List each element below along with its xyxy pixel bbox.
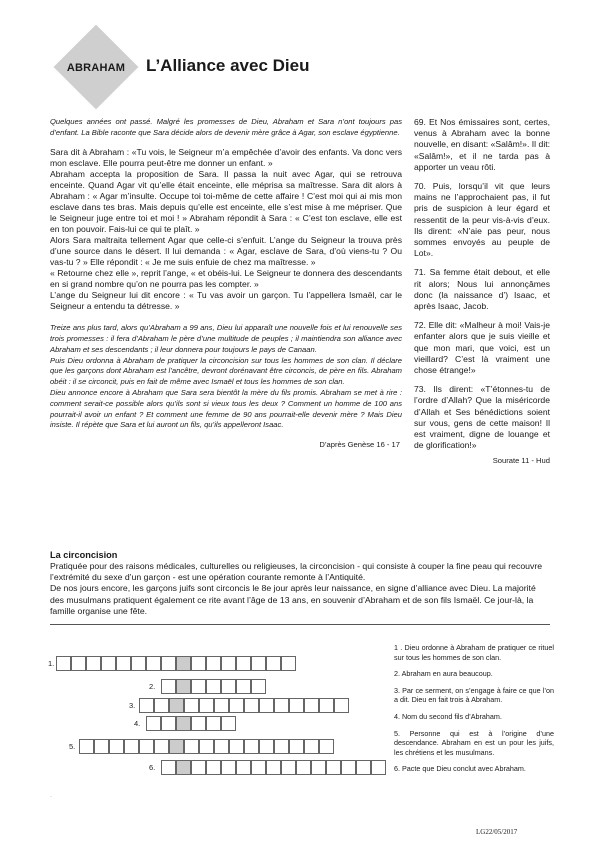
crossword-number: 1. bbox=[48, 659, 55, 668]
intro-text: Quelques années ont passé. Malgré les promesses de Dieu, Abraham et Sara n’ont toujours pas d’enfant. La Bible raconte que Sara décide alors de devenir mère grâce à Agar, son esclave égyptienne. bbox=[50, 117, 402, 137]
crossword-cell[interactable] bbox=[191, 716, 206, 731]
crossword-cell[interactable] bbox=[94, 739, 109, 754]
crossword-cell[interactable] bbox=[176, 656, 191, 671]
crossword-cell[interactable] bbox=[304, 739, 319, 754]
crossword-cell[interactable] bbox=[199, 698, 214, 713]
crossword-cell[interactable] bbox=[191, 679, 206, 694]
crossword-cell[interactable] bbox=[161, 760, 176, 775]
crossword-cell[interactable] bbox=[124, 739, 139, 754]
page-title: L’Alliance avec Dieu bbox=[146, 56, 310, 75]
crossword-cell[interactable] bbox=[184, 698, 199, 713]
crossword-cell[interactable] bbox=[319, 739, 334, 754]
circoncision-section bbox=[50, 550, 550, 617]
circoncision-paragraph: Pratiquée pour des raisons médicales, culturelles ou religieuses, la circoncision - qui consiste à couper la fine peau qui recouvre l’extrémité du sexe d’un garçon - est une opération courante remonte à l’Antiquité. bbox=[50, 561, 543, 583]
crossword-cell[interactable] bbox=[304, 698, 319, 713]
crossword-cell[interactable] bbox=[169, 698, 184, 713]
crossword-cell[interactable] bbox=[191, 656, 206, 671]
clue: 4. Nom du second fils d’Abraham. bbox=[394, 711, 502, 721]
crossword-number: 3. bbox=[129, 701, 136, 710]
story-paragraph: Abraham accepta la proposition de Sara. Il passa la nuit avec Agar, qui se retrouva enceinte. Quand Agar vit qu’elle était enceinte, elle méprisa sa maîtresse. Sara dit alors à Abraham : « Agar m’insulte. Occupe toi toi-même de cette affaire ! C’est moi qui ai mis mon esclave dans tes bras. Mais depuis qu’elle est enceinte, elle s’est mise à me mépriser. Que le Seigneur juge entre toi et moi ! » Abraham répondit à Sara : « C’est ton esclave, elle est en ton pouvoir. Fais-lui ce qui te plaît. » bbox=[50, 169, 402, 235]
crossword-cell[interactable] bbox=[319, 698, 334, 713]
crossword-cell[interactable] bbox=[244, 739, 259, 754]
verse: 69. Et Nos émissaires sont, certes, venus à Abraham avec la bonne nouvelle, en disant: «Salâm!». Il dit: «Salâm!», et il ne tarda pas à apporter un veau rôti. bbox=[414, 117, 550, 172]
crossword-cell[interactable] bbox=[266, 656, 281, 671]
story-paragraph: Alors Sara maltraita tellement Agar que celle-ci s’enfuit. L’ange du Seigneur la trouva près d’une source dans le désert. Il lui demanda : « Agar, esclave de Sara, d’où viens-tu ? Ou vas-tu ? » Elle répondit : « Je me suis enfuie de chez ma maîtresse. » bbox=[50, 235, 402, 268]
right-column bbox=[414, 117, 550, 465]
crossword-cell[interactable] bbox=[274, 739, 289, 754]
crossword-cell[interactable] bbox=[206, 679, 221, 694]
crossword-cell[interactable] bbox=[176, 760, 191, 775]
crossword-cell[interactable] bbox=[191, 760, 206, 775]
crossword-cell[interactable] bbox=[281, 656, 296, 671]
crossword-cell[interactable] bbox=[169, 739, 184, 754]
sourate-source: Sourate 11 - Hud bbox=[492, 456, 550, 466]
crossword-number: 5. bbox=[69, 742, 76, 751]
crossword-cell[interactable] bbox=[251, 760, 266, 775]
crossword-cell[interactable] bbox=[139, 739, 154, 754]
crossword-cell[interactable] bbox=[266, 760, 281, 775]
crossword-cell[interactable] bbox=[71, 656, 86, 671]
clue: 2. Abraham en aura beaucoup. bbox=[394, 669, 493, 679]
crossword-cell[interactable] bbox=[371, 760, 386, 775]
crossword-cell[interactable] bbox=[214, 698, 229, 713]
crossword-cell[interactable] bbox=[154, 739, 169, 754]
crossword-cell[interactable] bbox=[161, 679, 176, 694]
crossword-cell[interactable] bbox=[259, 739, 274, 754]
crossword-cell[interactable] bbox=[109, 739, 124, 754]
circoncision-heading: La circoncision bbox=[50, 550, 118, 560]
crossword-cell[interactable] bbox=[251, 679, 266, 694]
crossword-cell[interactable] bbox=[206, 760, 221, 775]
circoncision-paragraph: De nos jours encore, les garçons juifs sont circoncis le 8e jour après leur naissance, en signe d’alliance avec Dieu. La majorité des musulmans pratiquent également ce rite avant l’âge de 13 ans, en souvenir d’Abraham et de son fils Ismaël. Ce jour-là, la famille organise une fête. bbox=[50, 583, 536, 616]
crossword-cell[interactable] bbox=[229, 739, 244, 754]
crossword-cell[interactable] bbox=[176, 679, 191, 694]
crossword-cell[interactable] bbox=[274, 698, 289, 713]
crossword-number: 4. bbox=[134, 719, 141, 728]
crossword-cell[interactable] bbox=[206, 656, 221, 671]
crossword-cell[interactable] bbox=[184, 739, 199, 754]
genese-source: D’après Genèse 16 - 17 bbox=[319, 440, 400, 450]
crossword-cell[interactable] bbox=[146, 716, 161, 731]
clue: 5. Personne qui est à l’origine d’une descendance. Abraham en est un pour les juifs, les chrétiens et les musulmans. bbox=[394, 728, 554, 757]
story-paragraph: Sara dit à Abraham : «Tu vois, le Seigneur m’a empêchée d’avoir des enfants. Va donc vers mon esclave. Elle pourra peut-être me donner un enfant. » bbox=[50, 147, 402, 169]
crossword-cell[interactable] bbox=[296, 760, 311, 775]
crossword-cell[interactable] bbox=[116, 656, 131, 671]
crossword-cell[interactable] bbox=[161, 716, 176, 731]
genese-paragraph: Dieu annonce encore à Abraham que Sara sera bientôt la mère du fils promis. Abraham se met à rire : comment serait-ce possible alors qu’ils sont si vieux tous les deux ? Comment un homme de 100 ans pourrait-il avoir un enfant ? Et comment une femme de 90 ans pourrait-elle devenir mère ? Mais Dieu insiste. Il répète que Sara et lui auront un fils, qu’ils appelleront Isaac. bbox=[50, 387, 402, 430]
scan-mark: · bbox=[50, 794, 52, 800]
crossword-cell[interactable] bbox=[341, 760, 356, 775]
crossword-cell[interactable] bbox=[259, 698, 274, 713]
left-column bbox=[50, 117, 402, 449]
crossword-cell[interactable] bbox=[334, 698, 349, 713]
genese-summary bbox=[50, 323, 402, 431]
clue: 6. Pacte que Dieu conclut avec Abraham. bbox=[394, 764, 526, 774]
verse: 73. Ils dirent: «T’étonnes-tu de l’ordre d’Allah? Que la miséricorde d’Allah et Ses bénédictions soient sur vous, gens de cette maison! Il est vraiment, digne de louange et de glorification!» bbox=[414, 384, 550, 451]
crossword-cell[interactable] bbox=[131, 656, 146, 671]
crossword-cell[interactable] bbox=[229, 698, 244, 713]
verse: 70. Puis, lorsqu’il vit que leurs mains ne l’approchaient pas, il fut pris de suspicion à leur égard et ressentit de la peur vis-à-vis d’eux. Ils dirent: «N’aie pas peur, nous sommes envoyés au peuple de Lot». bbox=[414, 181, 550, 259]
crossword-cell[interactable] bbox=[139, 698, 154, 713]
crossword-cell[interactable] bbox=[221, 656, 236, 671]
crossword-cell[interactable] bbox=[56, 656, 71, 671]
crossword-cell[interactable] bbox=[289, 739, 304, 754]
crossword-cell[interactable] bbox=[251, 656, 266, 671]
story-text bbox=[50, 147, 402, 312]
genese-paragraph: Treize ans plus tard, alors qu’Abraham a 99 ans, Dieu lui apparaît une nouvelle fois et lui renouvelle ses trois promesses : il fera d’Abraham le père d’une multitude de peuples ; il maintiendra son alliance avec Abraham et ses descendants ; il leur donnera pour toujours le pays de Canaan. bbox=[50, 323, 402, 354]
story-paragraph: L’ange du Seigneur lui dit encore : « Tu vas avoir un garçon. Tu l’appellera Ismaël, car le Seigneur a entendu ta détresse. » bbox=[50, 290, 402, 312]
crossword-cell[interactable] bbox=[311, 760, 326, 775]
clue: 3. Par ce serment, on s’engage à faire ce que l’on a dit. Dieu en fait trois à Abraham. bbox=[394, 685, 554, 705]
crossword-number: 6. bbox=[149, 763, 156, 772]
crossword-cell[interactable] bbox=[161, 656, 176, 671]
crossword-cell[interactable] bbox=[236, 679, 251, 694]
crossword-cell[interactable] bbox=[236, 656, 251, 671]
crossword-cell[interactable] bbox=[221, 679, 236, 694]
crossword-cell[interactable] bbox=[154, 698, 169, 713]
crossword-cell[interactable] bbox=[244, 698, 259, 713]
crossword-cell[interactable] bbox=[199, 739, 214, 754]
crossword-cell[interactable] bbox=[86, 656, 101, 671]
crossword-cell[interactable] bbox=[146, 656, 161, 671]
crossword-cell[interactable] bbox=[101, 656, 116, 671]
crossword-cell[interactable] bbox=[214, 739, 229, 754]
crossword-clues bbox=[394, 643, 554, 781]
crossword-cell[interactable] bbox=[281, 760, 296, 775]
crossword-cell[interactable] bbox=[221, 760, 236, 775]
crossword-cell[interactable] bbox=[326, 760, 341, 775]
verse: 71. Sa femme était debout, et elle rit alors; Nous lui annonçâmes donc (la naissance d’) Isaac, et après Isaac, Jacob. bbox=[414, 267, 550, 312]
crossword-cell[interactable] bbox=[206, 716, 221, 731]
crossword-number: 2. bbox=[149, 682, 156, 691]
crossword-cell[interactable] bbox=[356, 760, 371, 775]
clue: 1 . Dieu ordonne à Abraham de pratiquer ce rituel sur tous les hommes de son clan. bbox=[394, 643, 554, 662]
crossword-cell[interactable] bbox=[176, 716, 191, 731]
crossword-cell[interactable] bbox=[221, 716, 236, 731]
footer-date: LG22/05/2017 bbox=[476, 828, 518, 836]
crossword-cell[interactable] bbox=[79, 739, 94, 754]
crossword-cell[interactable] bbox=[289, 698, 304, 713]
story-paragraph: « Retourne chez elle », reprit l’ange, « et obéis-lui. Le Seigneur te donnera des descendants en si grand nombre qu’on ne pourra pas les compter. » bbox=[50, 268, 402, 290]
section-divider bbox=[50, 624, 550, 625]
crossword-cell[interactable] bbox=[236, 760, 251, 775]
verse: 72. Elle dit: «Malheur à moi! Vais-je enfanter alors que je suis vieille et que mon mari, que voici, est un vieillard? C’est là vraiment une chose étrange!» bbox=[414, 320, 550, 376]
genese-paragraph: Puis Dieu ordonna à Abraham de pratiquer la circoncision sur tous les hommes de son clan. Il déclare que les garçons dont Abraham est l’ancêtre, devront dorénavant être circoncis, de père en fils. Abraham obéit : il se circoncit, puis en fait de même avec Ismaël et tous les hommes de son clan. bbox=[50, 355, 402, 387]
badge-label: ABRAHAM bbox=[66, 62, 126, 74]
